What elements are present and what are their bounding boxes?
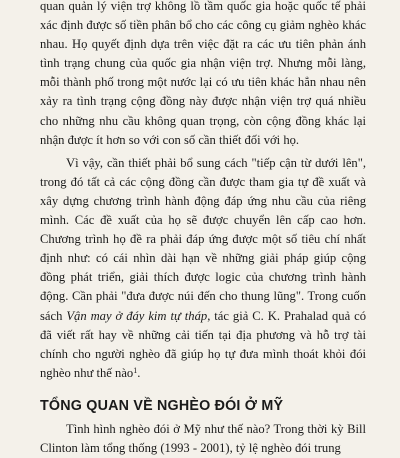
paragraph-bottom-up [40, 154, 366, 383]
footnote-marker: 1 [133, 365, 138, 375]
text-column [40, 0, 366, 458]
paragraph-aid-priorities: quan quản lý viện trợ không lồ tầm quốc gia hoặc quốc tế phải xác định được số tiền phân bổ cho các công cụ giảm nghèo khác nhau. Họ quyết định dựa trên việc đặt ra các ưu tiên phản ánh tình trạng chung của quốc gia nhận viện trợ. Nhưng mỗi làng, mỗi thành phố trong một nước lại có ưu tiên khác hẳn nhau nên xảy ra tình trạng cộng đồng này được nhận viện trợ quá nhiều cho những nhu cầu không quan trọng, còn cộng đồng khác lại nhận được ít hơn so với con số cần thiết đối với họ. [40, 0, 366, 147]
book-title: Vận may ở đáy kim tự tháp [66, 308, 208, 323]
paragraph-bottom-up-end: . [137, 365, 141, 380]
paragraph-bottom-up-lead: Vì vậy, cần thiết phải bổ sung cách "tiếp cận từ dưới lên", trong đó tất cả các cộng đồng cần được tham gia tự đề xuất và xây dựng chương trình hành động đáp ứng nhu cầu của riêng mình. Các đề xuất của họ sẽ được chuyển lên cấp cao hơn. Chương trình họ đề ra phải đáp ứng được một số tiêu chí nhất định như: có cái nhìn dài hạn về những giải pháp giúp cộng đồng phát triển, giải thích được logic của chương trình hành động. Cần phải "đưa được núi đến cho thung lũng". Trong cuốn sách [40, 155, 366, 323]
paragraph-bottom-up-tail: , tác giả C. K. Prahalad quả có đã viết rất hay về những cải tiến tại địa phương và hỗ trợ tài chính cho người nghèo đã giúp họ tự đưa mình thoát khỏi đói nghèo như thế nào [40, 308, 366, 380]
paragraph-us-poverty: Tình hình nghèo đói ở Mỹ như thế nào? Trong thời kỳ Bill Clinton làm tổng thống (1993 - 2001), tỷ lệ nghèo đói trung [40, 421, 366, 455]
section-heading: TỔNG QUAN VỀ NGHÈO ĐÓI Ở MỸ [40, 397, 284, 414]
